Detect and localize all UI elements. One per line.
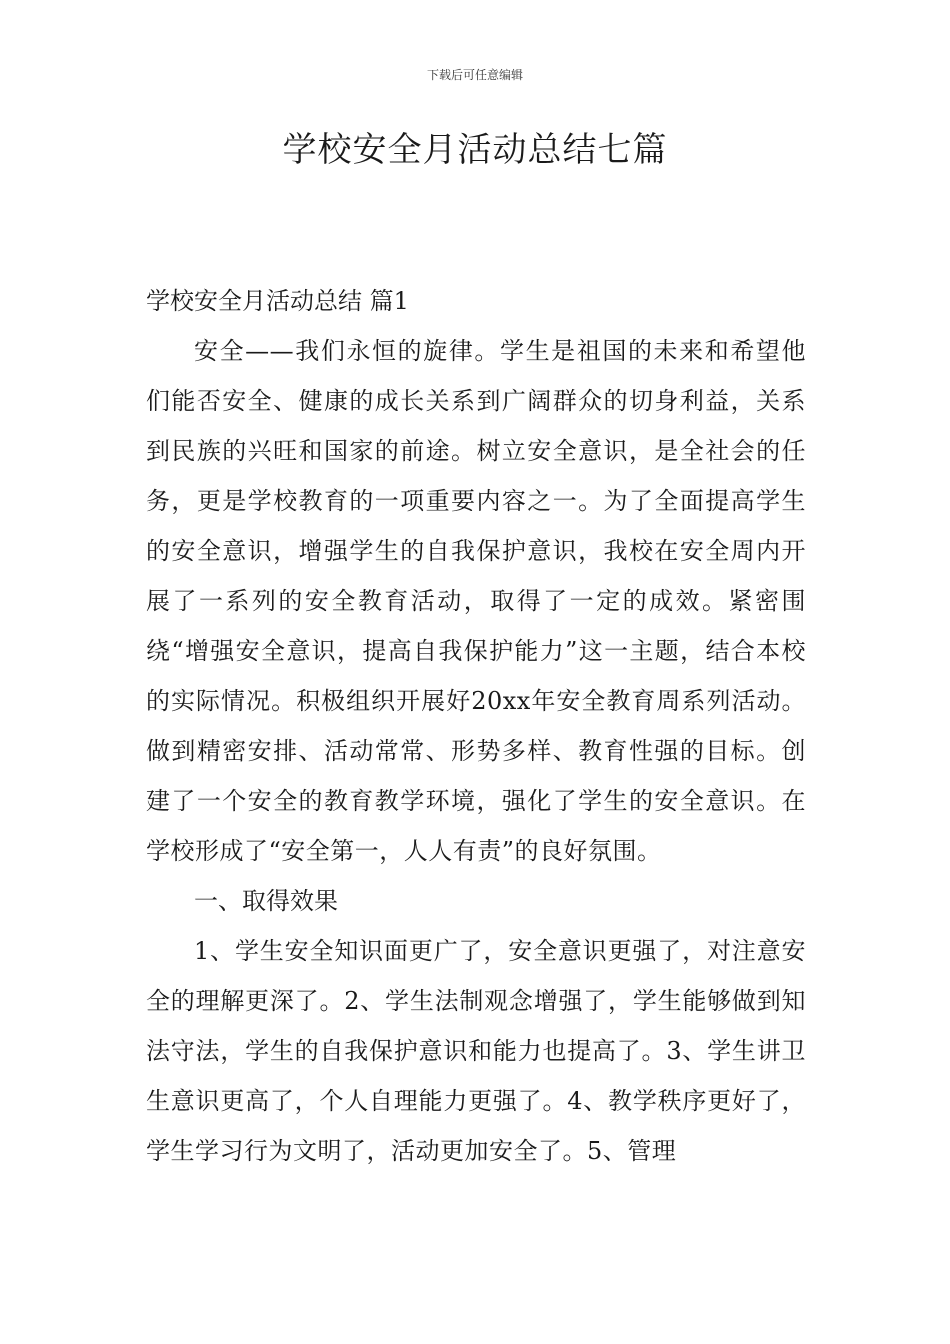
document-body xyxy=(146,276,806,1176)
section-heading: 学校安全月活动总结 篇1 xyxy=(146,287,409,315)
intro-paragraph: 安全——我们永恒的旋律。学生是祖国的未来和希望他们能否安全、健康的成长关系到广阔群众的切身利益，关系到民族的兴旺和国家的前途。树立安全意识，是全社会的任务，更是学校教育的一项重要内容之一。为了全面提高学生的安全意识，增强学生的自我保护意识，我校在安全周内开展了一系列的安全教育活动，取得了一定的成效。紧密围绕“增强安全意识，提高自我保护能力”这一主题，结合本校的实际情况。积极组织开展好20xx年安全教育周系列活动。做到精密安排、活动常常、形势多样、教育性强的目标。创建了一个安全的教育教学环境，强化了学生的安全意识。在学校形成了“安全第一，人人有责”的良好氛围。 xyxy=(146,337,806,865)
document-title: 学校安全月活动总结七篇 xyxy=(282,130,668,170)
header-note: 下载后可任意编辑 xyxy=(426,68,523,82)
results-paragraph: 1、学生安全知识面更广了，安全意识更强了，对注意安全的理解更深了。2、学生法制观念增强了，学生能够做到知法守法，学生的自我保护意识和能力也提高了。3、学生讲卫生意识更高了，个人自理能力更强了。4、教学秩序更好了，学生学习行为文明了，活动更加安全了。5、管理 xyxy=(146,937,806,1165)
results-subheading: 一、取得效果 xyxy=(194,887,338,915)
